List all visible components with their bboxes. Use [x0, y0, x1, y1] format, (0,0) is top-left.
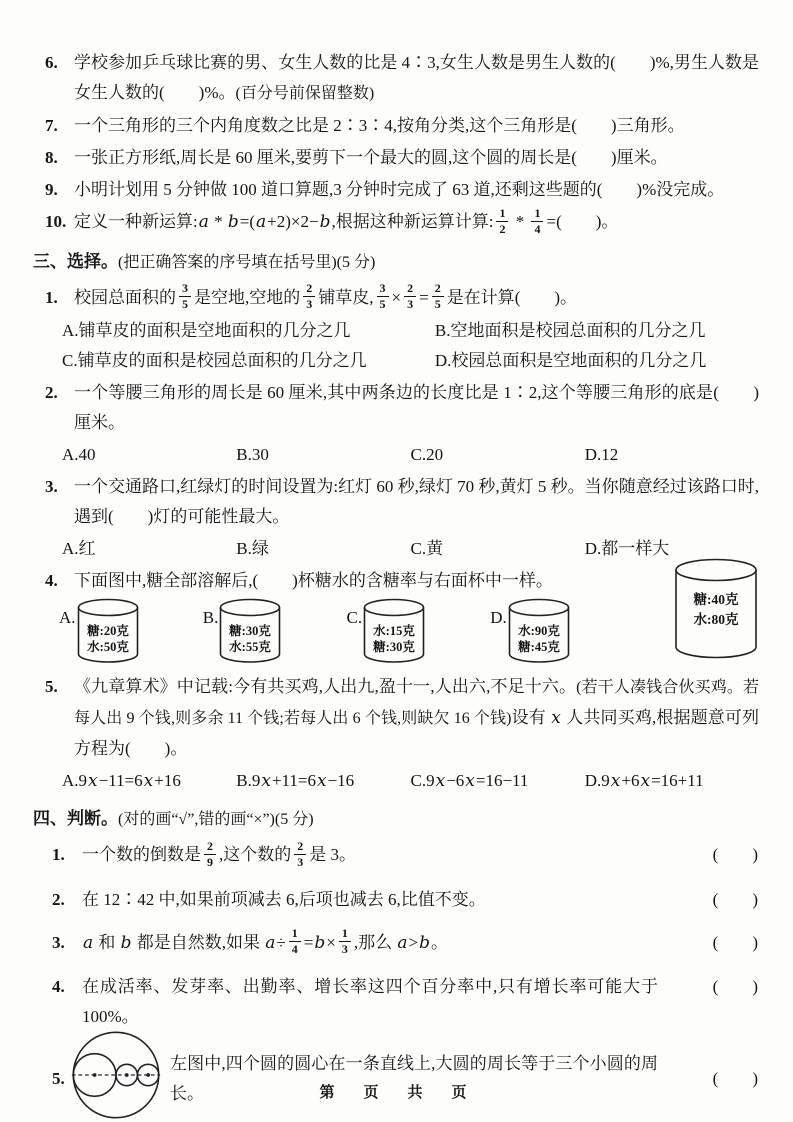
math-variable: b [419, 932, 430, 953]
question-text: 学校参加乒乓球比赛的男、女生人数的比是 4∶3,女生人数是男生人数的( )%,男生人数是女生人数的( )%。(百分号前保留整数) [74, 53, 760, 102]
cup-label: C. [346, 608, 363, 628]
circles-figure-wrap [70, 1029, 162, 1122]
answer-blank: ( ) [125, 739, 171, 759]
question-fill-7 [45, 111, 759, 141]
question-text: 一个三角形的三个内角度数之比是 2∶3∶4,按角分类,这个三角形是( )三角形。 [74, 116, 685, 135]
cup-label: D. [490, 608, 507, 628]
svg-text:水:90克: 水:90克 [517, 624, 560, 639]
fraction [204, 839, 216, 870]
fraction-denominator: 5 [182, 297, 188, 312]
fraction-denominator: 3 [306, 297, 313, 312]
option-c: C.铺草皮的面积是校园总面积的几分之几 [62, 351, 367, 371]
question-number: 2. [45, 383, 58, 403]
math-variable: x [551, 708, 561, 729]
math-variable: b [319, 212, 331, 232]
svg-text:糖:20克: 糖:20克 [86, 624, 129, 639]
choice-section [33, 247, 759, 797]
cup-label: B. [202, 608, 219, 628]
math-variable: x [465, 771, 475, 792]
answer-bracket: ( ) [712, 1069, 758, 1089]
fraction-denominator: 5 [434, 297, 441, 312]
fraction [377, 281, 389, 312]
fraction-denominator: 9 [207, 854, 213, 869]
question-number: 8. [45, 148, 58, 167]
math-variable: x [610, 771, 621, 792]
question-number: 1. [52, 845, 65, 865]
judge-row-3 [52, 928, 759, 960]
fraction-numerator: 2 [432, 281, 444, 297]
answer-blank: ( ) [571, 148, 617, 167]
math-variable: x [640, 771, 651, 792]
answer-blank: ( ) [556, 212, 602, 231]
judge-section [33, 804, 759, 1113]
question-text: 在 12∶42 中,如果前项减去 6,后项也减去 6,比值不变。 [82, 889, 486, 909]
cup-icon [218, 598, 282, 664]
question-number: 5. [45, 677, 58, 697]
option-b: B.9x+11=6x−16 [236, 771, 355, 792]
math-variable: a [397, 932, 408, 953]
cup-icon [362, 598, 426, 664]
fraction-numerator: 2 [303, 281, 315, 297]
cup-icon [507, 598, 571, 664]
choice-section-heading [33, 247, 759, 278]
fraction-denominator: 3 [341, 942, 348, 957]
fraction-denominator: 3 [407, 297, 414, 312]
cup-label: A. [59, 608, 76, 628]
answer-blank: ( ) [596, 180, 643, 199]
question-choice-5 [45, 672, 759, 764]
fraction [339, 926, 351, 957]
option-b: B.空地面积是校园总面积的几分之几 [434, 321, 706, 341]
fill-in-section [33, 48, 759, 239]
fraction-numerator: 3 [179, 281, 191, 297]
reference-cup [673, 558, 759, 672]
question-choice-4-block [33, 566, 759, 664]
cup-option-d [490, 598, 634, 664]
question-number: 4. [45, 571, 58, 591]
answer-blank: ( ) [159, 83, 205, 102]
answer-bracket: ( ) [712, 932, 758, 952]
option-c: C.黄 [410, 539, 444, 559]
question-text: 在成活率、发芽率、出勤率、增长率这四个百分率中,只有增长率可能大于 100%。 [82, 977, 658, 1027]
judge-section-heading [33, 804, 759, 835]
answer-bracket: ( ) [712, 977, 758, 997]
judge-row-1 [52, 840, 759, 872]
question-text: 一个交通路口,红绿灯的时间设置为:红灯 60 秒,绿灯 70 秒,黄灯 5 秒。当你随意经过该路口时,遇到( )灯的可能性最大。 [74, 477, 759, 527]
answer-blank: ( ) [514, 287, 561, 307]
svg-text:糖:45克: 糖:45克 [517, 640, 560, 655]
option-b: B.绿 [236, 539, 269, 559]
math-variable: x [261, 771, 271, 792]
question-number: 10. [45, 212, 67, 231]
option-a: A.40 [62, 445, 96, 465]
cup-option-a [59, 598, 203, 664]
section-note: (把正确答案的序号填在括号里)(5 分) [118, 253, 376, 271]
question-choice-2 [45, 378, 759, 438]
question-choice-3 [45, 472, 759, 532]
options-row [62, 346, 759, 376]
svg-text:水:50克: 水:50克 [86, 640, 129, 655]
options-grid [62, 316, 759, 376]
question-text: 校园总面积的 $\frac{3}{5}$ 是空地,空地的 $\frac{2}{3}$ 铺草皮, $\frac{3}{5}$ × $\frac{2}{3}$ = $\frac{2}{5}$ 是在计算( )。 [74, 281, 578, 312]
note-text: (若干人凑钱合伙买鸡。若每人出 9 个钱,则多余 11 个钱;若每人出 6 个钱,则缺欠 16 个钱) [74, 679, 759, 728]
math-variable: x [88, 771, 98, 792]
cups-row [59, 598, 634, 664]
judge-row-2 [52, 885, 759, 915]
question-number: 9. [45, 180, 58, 199]
option-d: D.校园总面积是空地面积的几分之几 [434, 351, 707, 371]
question-text: 《九章算术》中记载:今有共买鸡,人出九,盈十一,人出六,不足十六。(若干人凑钱合伙买鸡。若每人出 9 个钱,则多余 11 个钱;若每人出 6 个钱,则缺欠 16 个钱)设有 x 人共同买鸡,根据题意可列方程为( )。 [74, 677, 760, 759]
svg-text:水:55克: 水:55克 [229, 640, 272, 655]
answer-bracket: ( ) [712, 845, 758, 865]
math-variable: a [83, 932, 94, 953]
math-variable: a [256, 212, 267, 232]
math-variable: a [265, 932, 276, 953]
question-number: 4. [52, 977, 65, 997]
fraction-numerator: 3 [377, 281, 389, 297]
fraction-denominator: 2 [499, 221, 506, 236]
fraction-numerator: 2 [294, 839, 306, 855]
option-d: D.9x+6x=16+11 [584, 771, 704, 792]
question-choice-4 [45, 566, 759, 596]
fraction-numerator: 1 [289, 926, 301, 942]
fraction [531, 206, 543, 237]
question-number: 7. [45, 116, 58, 135]
fraction-denominator: 3 [297, 854, 304, 869]
question-number: 6. [45, 53, 58, 72]
math-variable: x [435, 771, 446, 792]
cup-icon [76, 598, 140, 664]
section-title: 三、选择。 [33, 251, 118, 271]
fraction [294, 839, 306, 870]
question-number: 2. [52, 889, 65, 909]
options-row [62, 316, 759, 346]
fraction-denominator: 5 [379, 297, 386, 312]
answer-blank: ( ) [108, 507, 154, 527]
question-text: 定义一种新运算:a * b=(a+2)×2−b,根据这种新运算计算: $\frac{1}{2}$ * $\frac{1}{4}$ =( )。 [74, 205, 619, 236]
question-number: 3. [45, 477, 58, 497]
fraction [289, 926, 301, 957]
fraction-numerator: 1 [531, 206, 543, 222]
fraction-numerator: 2 [404, 281, 416, 297]
question-text: 下面图中,糖全部溶解后,( )杯糖水的含糖率与右面杯中一样。 [74, 571, 553, 591]
question-fill-9 [45, 175, 759, 205]
question-text: a 和 b 都是自然数,如果 a÷ $\frac{1}{4}$ =b× $\frac{1}{3}$ ,那么 a>b。 [83, 926, 448, 957]
question-number: 1. [45, 287, 58, 307]
math-variable: x [316, 771, 327, 792]
option-a: A.红 [62, 539, 96, 559]
question-choice-1 [45, 283, 759, 315]
math-variable: a [198, 212, 209, 232]
svg-text:糖:40克: 糖:40克 [693, 592, 739, 608]
option-c: C.20 [410, 445, 444, 465]
fraction-denominator: 4 [534, 221, 541, 236]
answer-blank: ( ) [571, 116, 617, 135]
page-footer: 第 页 共 页 [319, 1085, 474, 1101]
question-text: 一个等腰三角形的周长是 60 厘米,其中两条边的长度比是 1∶2,这个等腰三角形的底是( )厘米。 [74, 383, 759, 433]
question-text: 小明计划用 5 分钟做 100 道口算题,3 分钟时完成了 63 道,还剩这些题的( )%没完成。 [74, 180, 725, 199]
options-row [62, 440, 759, 470]
svg-text:糖:30克: 糖:30克 [229, 624, 272, 639]
math-variable: b [314, 932, 326, 953]
section-title: 四、判断。 [33, 809, 118, 829]
options-row [62, 534, 759, 564]
fraction [303, 281, 315, 312]
fraction [496, 206, 508, 237]
svg-text:水:80克: 水:80克 [693, 612, 739, 628]
option-d: D.都一样大 [584, 539, 670, 559]
option-a: A.铺草皮的面积是空地面积的几分之几 [62, 321, 351, 341]
fraction-numerator: 1 [496, 206, 508, 222]
option-a: A.9x−11=6x+16 [62, 771, 181, 792]
answer-blank: ( ) [610, 53, 656, 72]
fraction [432, 281, 444, 312]
answer-bracket: ( ) [712, 889, 758, 909]
cup-icon [673, 558, 759, 662]
options-row [62, 766, 759, 796]
question-number: 5. [52, 1069, 65, 1089]
section-note: (对的画“√”,错的画“×”)(5 分) [118, 811, 314, 829]
question-fill-6 [45, 48, 759, 109]
fraction-denominator: 4 [291, 942, 298, 957]
svg-text:水:15克: 水:15克 [373, 624, 415, 639]
svg-text:糖:30克: 糖:30克 [373, 640, 415, 655]
question-fill-10 [45, 207, 759, 239]
judge-row-4 [52, 972, 759, 1032]
question-text: 左图中,四个圆的圆心在一条直线上,大圆的周长等于三个小圆的周长。 [170, 1054, 658, 1104]
cup-option-b [203, 598, 347, 664]
fraction [404, 281, 416, 312]
math-variable: b [120, 932, 132, 953]
math-variable: b [227, 212, 239, 232]
fraction-numerator: 1 [339, 926, 351, 942]
math-variable: x [143, 771, 154, 792]
answer-blank: ( ) [713, 383, 759, 403]
question-number: 3. [52, 932, 65, 952]
fraction-numerator: 2 [204, 839, 216, 855]
question-text: 一个数的倒数是 $\frac{2}{9}$ ,这个数的 $\frac{2}{3}$ 是 3。 [82, 838, 356, 869]
question-text: 一张正方形纸,周长是 60 厘米,要剪下一个最大的圆,这个圆的周长是( )厘米。 [74, 148, 668, 167]
question-fill-8 [45, 143, 759, 173]
option-d: D.12 [584, 445, 619, 465]
cup-option-c [347, 598, 491, 664]
answer-blank: ( ) [252, 571, 298, 591]
option-b: B.30 [236, 445, 269, 465]
fraction [179, 281, 191, 312]
note-text: (百分号前保留整数) [235, 85, 375, 102]
option-c: C.9x−6x=16−11 [410, 771, 529, 792]
